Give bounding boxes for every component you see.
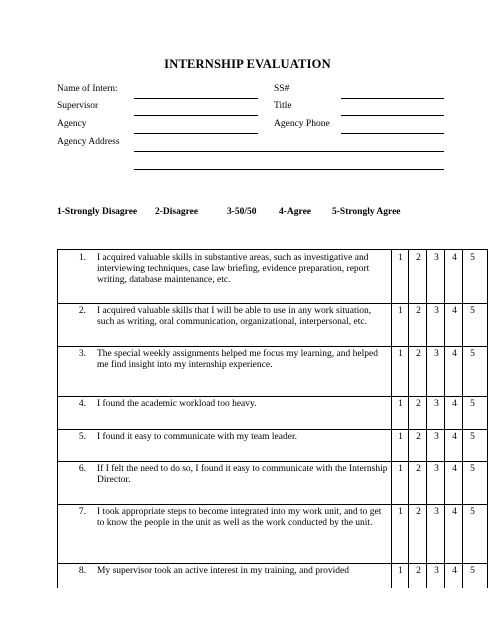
rating-option-5[interactable]: 5 <box>470 507 475 517</box>
title-label: Title <box>274 101 292 111</box>
rating-option-1[interactable]: 1 <box>398 253 403 263</box>
item-number: 1. <box>78 253 86 263</box>
rating-option-4[interactable]: 4 <box>452 507 457 517</box>
form-title: INTERNSHIP EVALUATION <box>164 57 331 71</box>
rating-option-1[interactable]: 1 <box>398 432 403 442</box>
rating-option-4[interactable]: 4 <box>452 432 457 442</box>
rating-option-4[interactable]: 4 <box>452 566 457 576</box>
rating-option-5[interactable]: 5 <box>470 399 475 409</box>
item-number: 5. <box>78 432 86 442</box>
rating-option-3[interactable]: 3 <box>434 253 439 263</box>
rating-option-4[interactable]: 4 <box>452 253 457 263</box>
rating-option-1[interactable]: 1 <box>398 464 403 474</box>
item-statement: I acquired valuable skills that I will be able to use in any work situation, such as writing, oral communication, organizational, interpersonal, etc. <box>97 306 372 327</box>
rating-option-2[interactable]: 2 <box>416 507 421 517</box>
rating-option-2[interactable]: 2 <box>416 253 421 263</box>
agency-address-line-1[interactable] <box>134 151 444 152</box>
rating-option-2[interactable]: 2 <box>416 566 421 576</box>
title-line[interactable] <box>341 115 444 116</box>
rating-option-4[interactable]: 4 <box>452 399 457 409</box>
rating-option-2[interactable]: 2 <box>416 432 421 442</box>
rating-option-3[interactable]: 3 <box>434 306 439 316</box>
rating-option-2[interactable]: 2 <box>416 349 421 359</box>
rating-option-5[interactable]: 5 <box>470 432 475 442</box>
ssn-label: SS# <box>274 84 290 94</box>
rating-option-3[interactable]: 3 <box>434 432 439 442</box>
item-number: 4. <box>78 399 86 409</box>
divider-rating-4-5 <box>462 250 463 588</box>
rating-option-5[interactable]: 5 <box>470 464 475 474</box>
agency-address-label: Agency Address <box>57 137 120 147</box>
row-divider <box>58 504 487 505</box>
rating-option-1[interactable]: 1 <box>398 399 403 409</box>
item-number: 7. <box>78 507 86 517</box>
row-divider <box>58 303 487 304</box>
name-of-intern-line[interactable] <box>134 98 258 99</box>
rating-option-2[interactable]: 2 <box>416 464 421 474</box>
rating-option-3[interactable]: 3 <box>434 349 439 359</box>
row-divider <box>58 346 487 347</box>
item-statement: The special weekly assignments helped me focus my learning, and helped me find insight into my internship experience. <box>97 349 378 370</box>
rating-option-4[interactable]: 4 <box>452 464 457 474</box>
item-number: 2. <box>78 306 86 316</box>
rating-option-4[interactable]: 4 <box>452 306 457 316</box>
scale-strongly-agree: 5-Strongly Agree <box>332 207 401 217</box>
scale-agree: 4-Agree <box>279 207 312 217</box>
rating-option-1[interactable]: 1 <box>398 507 403 517</box>
row-divider <box>58 563 487 564</box>
rating-option-3[interactable]: 3 <box>434 507 439 517</box>
ssn-line[interactable] <box>341 98 444 99</box>
scale-50-50: 3-50/50 <box>227 207 257 217</box>
rating-option-5[interactable]: 5 <box>470 349 475 359</box>
supervisor-line[interactable] <box>134 115 258 116</box>
row-divider <box>58 396 487 397</box>
rating-option-4[interactable]: 4 <box>452 349 457 359</box>
divider-rating-1-2 <box>408 250 409 588</box>
agency-address-line-2[interactable] <box>134 169 444 170</box>
item-number: 6. <box>78 464 86 474</box>
item-statement: My supervisor took an active interest in my training, and provided <box>97 566 349 576</box>
rating-option-1[interactable]: 1 <box>398 306 403 316</box>
evaluation-table <box>57 249 488 588</box>
rating-option-1[interactable]: 1 <box>398 566 403 576</box>
rating-option-3[interactable]: 3 <box>434 399 439 409</box>
name-of-intern-label: Name of Intern: <box>57 84 118 94</box>
item-number: 3. <box>78 349 86 359</box>
divider-rating-2-3 <box>426 250 427 588</box>
supervisor-label: Supervisor <box>57 101 99 111</box>
rating-option-2[interactable]: 2 <box>416 306 421 316</box>
row-divider <box>58 461 487 462</box>
agency-phone-label: Agency Phone <box>274 119 330 129</box>
agency-label: Agency <box>57 119 87 129</box>
scale-disagree: 2-Disagree <box>155 207 199 217</box>
agency-phone-line[interactable] <box>341 133 444 134</box>
rating-option-1[interactable]: 1 <box>398 349 403 359</box>
divider-statement-ratings <box>391 250 392 588</box>
item-number: 8. <box>78 566 86 576</box>
item-statement: I found it easy to communicate with my team leader. <box>97 432 297 442</box>
rating-option-5[interactable]: 5 <box>470 306 475 316</box>
agency-line[interactable] <box>134 133 258 134</box>
rating-option-3[interactable]: 3 <box>434 566 439 576</box>
scale-strongly-disagree: 1-Strongly Disagree <box>57 207 138 217</box>
rating-option-5[interactable]: 5 <box>470 253 475 263</box>
divider-rating-3-4 <box>444 250 445 588</box>
item-statement: I found the academic workload too heavy. <box>97 399 257 409</box>
row-divider <box>58 429 487 430</box>
item-statement: I took appropriate steps to become integrated into my work unit, and to get to know the people in the unit as well as the work conducted by the unit. <box>97 507 382 528</box>
rating-option-2[interactable]: 2 <box>416 399 421 409</box>
item-statement: If I felt the need to do so, I found it easy to communicate with the Internship Director. <box>97 464 388 485</box>
rating-option-3[interactable]: 3 <box>434 464 439 474</box>
rating-option-5[interactable]: 5 <box>470 566 475 576</box>
item-statement: I acquired valuable skills in substantive areas, such as investigative and interviewing techniques, case law briefing, evidence preparation, report writing, database maintenance, etc. <box>97 253 370 285</box>
